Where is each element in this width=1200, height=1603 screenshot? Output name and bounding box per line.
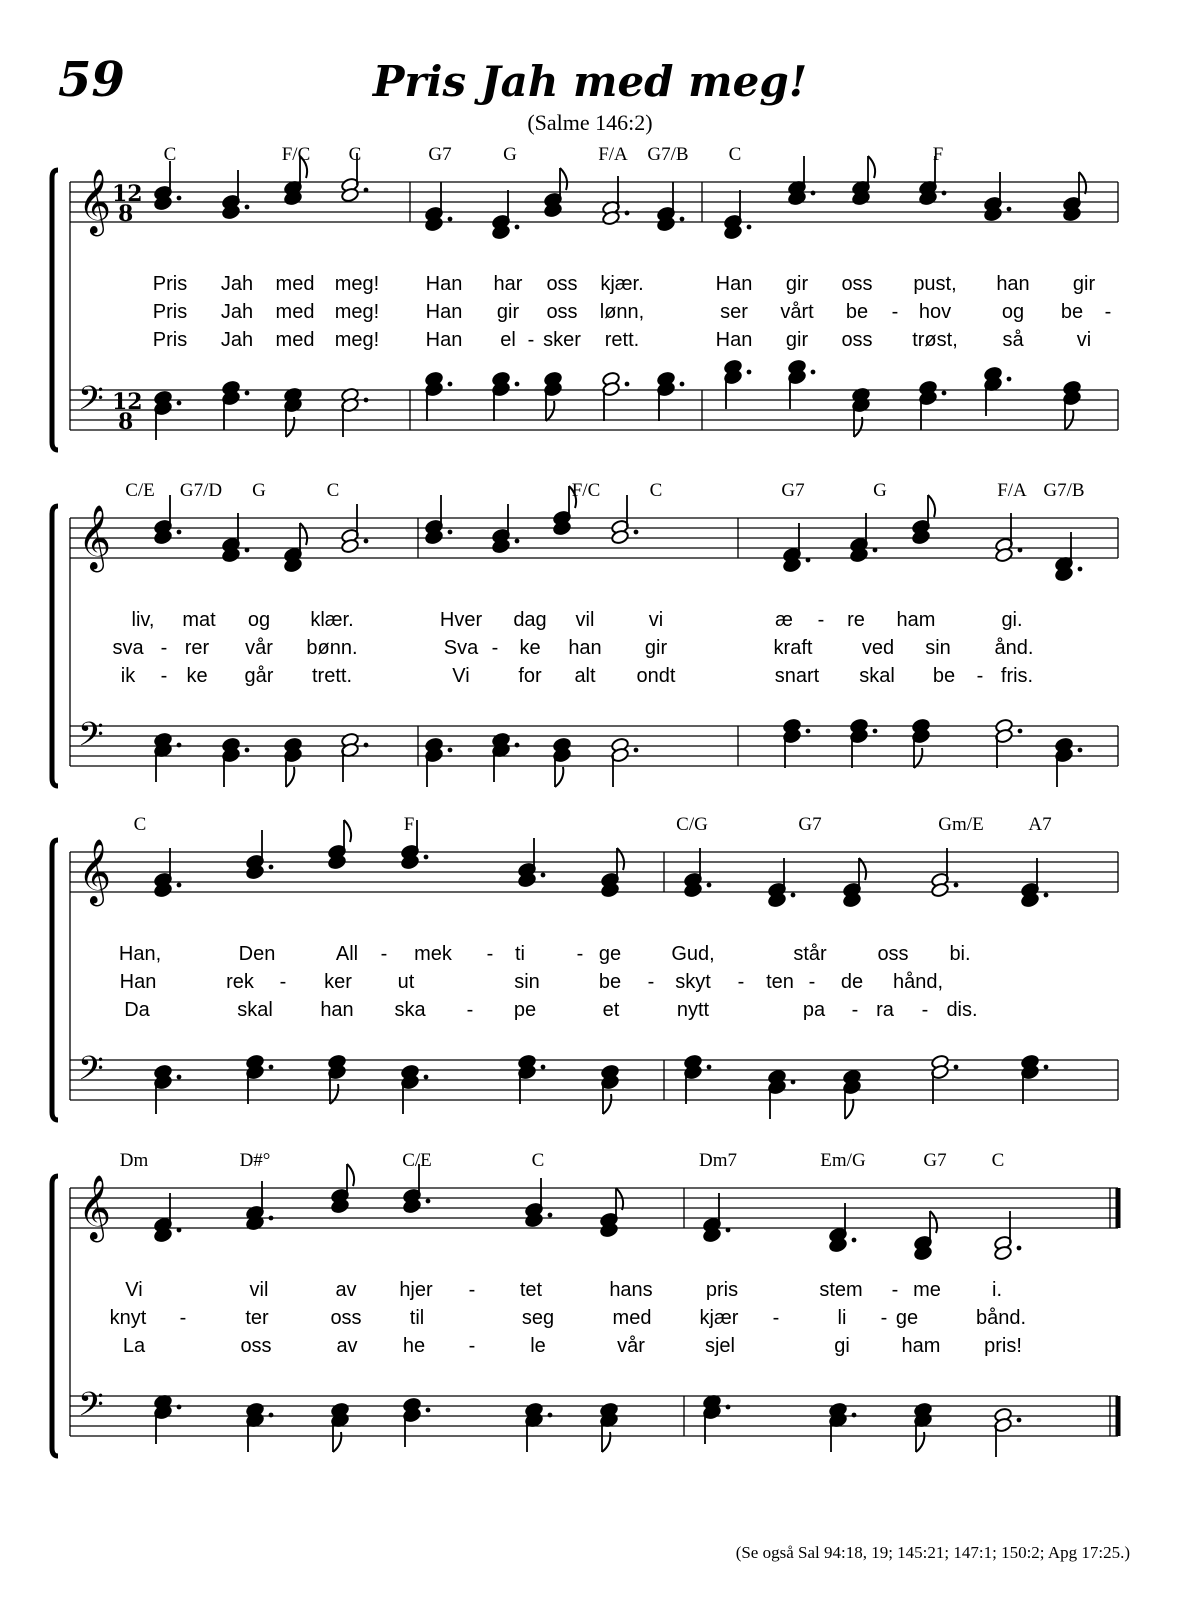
chord-symbol: F/A xyxy=(997,480,1027,501)
lyric-syllable: med xyxy=(275,273,315,295)
system-2 xyxy=(52,480,1118,787)
lyric-syllable: oss xyxy=(330,1307,362,1329)
lyric-syllable: Han xyxy=(425,329,463,351)
lyric-syllable: Han xyxy=(715,329,753,351)
note xyxy=(1055,532,1083,582)
lyric-syllable: han xyxy=(320,999,354,1021)
lyric-syllable: me xyxy=(913,1279,941,1301)
note xyxy=(425,182,453,232)
bass-timesig-bottom: 8 xyxy=(118,409,134,435)
lyric-syllable: ke xyxy=(519,637,541,659)
lyric-syllable: har xyxy=(493,273,523,295)
lyric-syllable: gir xyxy=(1072,273,1096,295)
lyric-syllable: Sva xyxy=(443,637,479,659)
lyric-syllable: og xyxy=(247,609,271,631)
treble-timesig-bottom: 8 xyxy=(118,201,134,227)
lyric-syllable: skal xyxy=(237,999,273,1021)
lyric-syllable: vår xyxy=(245,637,273,659)
note xyxy=(544,371,563,421)
chord-symbol: G7 xyxy=(923,1150,947,1171)
lyric-syllable: trøst, xyxy=(912,329,958,351)
chord-symbol: Em/G xyxy=(820,1150,866,1171)
lyric-syllable: re xyxy=(847,609,865,631)
lyric-syllable: snart xyxy=(774,665,820,687)
note xyxy=(684,848,712,898)
note xyxy=(602,176,630,226)
lyric-syllable: går xyxy=(244,665,274,687)
lyric-syllable: ser xyxy=(720,301,748,323)
treble-staff xyxy=(70,505,1118,572)
lyric-syllable: meg! xyxy=(334,273,380,295)
lyric-syllable: Han, xyxy=(118,943,162,965)
system-1 xyxy=(52,144,1118,450)
scripture-reference: (Salme 146:2) xyxy=(527,110,653,135)
music-systems xyxy=(52,144,1118,1457)
lyric-syllable: vil xyxy=(249,1279,269,1301)
lyric-syllable: Jah xyxy=(220,301,254,323)
treble-staff xyxy=(70,1175,1118,1242)
treble-clef: 𝄞 xyxy=(78,169,112,234)
note xyxy=(914,1402,933,1452)
note xyxy=(931,848,959,898)
lyric-syllable: - xyxy=(468,1279,476,1301)
lyric-syllable: trett. xyxy=(311,665,353,687)
lyric-syllable: ham xyxy=(901,1335,941,1357)
lyric-syllable: fris. xyxy=(1000,665,1034,687)
chord-symbol: G7/B xyxy=(647,144,689,165)
chord-symbol: Gm/E xyxy=(938,814,984,835)
lyric-syllable: Vi xyxy=(125,1279,143,1301)
lyric-syllable: rett. xyxy=(604,329,640,351)
lyric-syllable: til xyxy=(409,1307,425,1329)
note xyxy=(657,182,685,232)
note xyxy=(724,359,752,409)
lyric-syllable: bånd. xyxy=(975,1307,1027,1329)
lyric-syllable: - xyxy=(160,665,168,687)
note xyxy=(912,718,931,768)
note xyxy=(1021,858,1049,908)
lyric-syllable: vi xyxy=(648,609,664,631)
lyric-syllable: le xyxy=(530,1335,546,1357)
lyric-syllable: dis. xyxy=(946,999,978,1021)
lyric-syllable: kjær. xyxy=(600,273,644,295)
lyric-syllable: ter xyxy=(245,1307,269,1329)
note xyxy=(425,737,453,787)
note xyxy=(768,1069,796,1119)
lyric-syllable: li xyxy=(837,1307,847,1329)
lyric-syllable: vil xyxy=(575,609,595,631)
lyric-syllable: - xyxy=(466,999,474,1021)
lyric-syllable: sin xyxy=(925,637,951,659)
lyric-syllable: meg! xyxy=(334,329,380,351)
lyric-syllable: he xyxy=(402,1335,426,1357)
lyric-syllable: - xyxy=(1104,301,1112,323)
note xyxy=(788,359,816,409)
lyric-syllable: liv, xyxy=(131,609,155,631)
lyric-syllable: sker xyxy=(543,329,581,351)
lyric-syllable: ik xyxy=(120,665,136,687)
lyric-syllable: - xyxy=(576,943,584,965)
note xyxy=(154,1064,182,1114)
lyric-syllable: - xyxy=(491,637,499,659)
lyric-syllable: Gud, xyxy=(671,943,715,965)
note xyxy=(518,838,546,888)
lyric-syllable: dag xyxy=(513,609,547,631)
lyric-syllable: vi xyxy=(1076,329,1092,351)
lyric-syllable: La xyxy=(122,1335,146,1357)
lyric-syllable: - xyxy=(527,329,535,351)
chord-symbol: F xyxy=(403,814,415,835)
chord-symbol: G7 xyxy=(428,144,452,165)
lyric-syllable: kraft xyxy=(773,637,813,659)
lyric-syllable: gir xyxy=(785,273,809,295)
lyric-syllable: oss xyxy=(877,943,909,965)
note xyxy=(1055,737,1083,787)
lyric-syllable: pris xyxy=(705,1279,739,1301)
note xyxy=(331,1402,350,1452)
chord-symbol: G xyxy=(503,144,517,165)
chord-symbol: C/G xyxy=(676,814,708,835)
note xyxy=(154,161,182,211)
lyric-syllable: av xyxy=(335,1279,357,1301)
note xyxy=(600,1188,624,1238)
lyric-syllable: oss xyxy=(240,1335,272,1357)
lyric-syllable: står xyxy=(793,943,827,965)
bass-clef: 𝄢 xyxy=(78,1050,104,1096)
lyric-syllable: gi. xyxy=(1001,609,1023,631)
lyric-syllable: - xyxy=(647,971,655,993)
chord-symbol: C xyxy=(649,480,663,501)
lyric-syllable: - xyxy=(976,665,984,687)
hymn-number: 59 xyxy=(58,52,125,108)
note xyxy=(984,366,1012,416)
lyric-syllable: med xyxy=(612,1307,652,1329)
chord-symbol: A7 xyxy=(1028,814,1052,835)
lyric-syllable: be xyxy=(598,971,622,993)
note xyxy=(602,371,630,421)
lyric-syllable: - xyxy=(891,1279,899,1301)
note xyxy=(154,732,182,782)
note xyxy=(931,1054,959,1104)
note xyxy=(1063,172,1087,222)
lyric-syllable: - xyxy=(160,637,168,659)
lyric-syllable: Han xyxy=(715,273,753,295)
lyric-syllable: skyt xyxy=(675,971,711,993)
note xyxy=(829,1402,857,1452)
lyric-syllable: rer xyxy=(184,637,210,659)
note xyxy=(788,156,816,206)
lyric-syllable: All xyxy=(335,943,359,965)
lyric-syllable: Hver xyxy=(439,609,483,631)
note xyxy=(768,858,796,908)
chord-symbol: C xyxy=(163,144,177,165)
lyric-syllable: hånd, xyxy=(892,971,944,993)
lyric-syllable: Vi xyxy=(452,665,470,687)
bass-timesig-top: 12 xyxy=(112,389,143,415)
lyric-syllable: Jah xyxy=(220,329,254,351)
lyric-syllable: Han xyxy=(119,971,157,993)
lyric-syllable: med xyxy=(275,329,315,351)
lyric-syllable: et xyxy=(602,999,620,1021)
lyric-syllable: Han xyxy=(425,273,463,295)
note xyxy=(222,737,250,787)
lyric-syllable: meg! xyxy=(334,301,380,323)
note xyxy=(401,1064,429,1114)
lyric-syllable: ra xyxy=(876,999,894,1021)
lyric-syllable: Den xyxy=(238,943,276,965)
treble-staff xyxy=(70,839,1118,906)
note xyxy=(403,1397,431,1447)
lyric-syllable: - xyxy=(817,609,825,631)
lyric-syllable: Jah xyxy=(220,273,254,295)
lyric-syllable: el xyxy=(500,329,516,351)
note xyxy=(684,1054,712,1104)
lyric-syllable: ham xyxy=(896,609,936,631)
chord-symbol: C xyxy=(348,144,362,165)
lyric-syllable: så xyxy=(1002,329,1024,351)
lyric-syllable: mek xyxy=(414,943,452,965)
lyric-syllable: Pris xyxy=(152,273,188,295)
note xyxy=(553,737,572,787)
chord-symbol: Dm xyxy=(119,1150,149,1171)
lyric-syllable: oss xyxy=(841,329,873,351)
lyric-syllable: ska xyxy=(394,999,426,1021)
lyric-syllable: - xyxy=(891,301,899,323)
lyric-syllable: tet xyxy=(519,1279,543,1301)
lyric-syllable: - xyxy=(772,1307,780,1329)
chord-symbol: F/C xyxy=(571,480,601,501)
bass-clef: 𝄢 xyxy=(78,380,104,426)
treble-clef: 𝄞 xyxy=(78,1175,112,1240)
lyric-syllable: ge xyxy=(598,943,622,965)
note xyxy=(492,504,520,554)
lyric-syllable: ut xyxy=(397,971,415,993)
treble-clef: 𝄞 xyxy=(78,505,112,570)
chord-symbol: G7/D xyxy=(179,480,223,501)
lyric-syllable: bi. xyxy=(949,943,971,965)
chord-symbol: C xyxy=(531,1150,545,1171)
note xyxy=(341,504,369,554)
lyric-syllable: de xyxy=(840,971,864,993)
lyric-syllable: - xyxy=(486,943,494,965)
lyric-syllable: for xyxy=(518,665,542,687)
note xyxy=(1021,1054,1049,1104)
lyric-syllable: hov xyxy=(918,301,952,323)
lyric-syllable: oss xyxy=(546,273,578,295)
note xyxy=(984,172,1012,222)
note xyxy=(341,732,369,782)
lyric-syllable: sva xyxy=(112,637,144,659)
lyric-syllable: rek xyxy=(226,971,254,993)
note xyxy=(403,1164,431,1214)
note xyxy=(328,1054,347,1104)
lyric-syllable: be xyxy=(1060,301,1084,323)
lyric-syllable: ke xyxy=(186,665,208,687)
note xyxy=(222,380,250,430)
lyric-syllable: - xyxy=(737,971,745,993)
lyric-syllable: med xyxy=(275,301,315,323)
chord-symbol: C xyxy=(326,480,340,501)
lyric-syllable: - xyxy=(851,999,859,1021)
lyric-syllable: - xyxy=(179,1307,187,1329)
note xyxy=(154,390,182,440)
footnote-references: (Se også Sal 94:18, 19; 145:21; 147:1; 150:2; Apg 17:25.) xyxy=(735,1543,1130,1562)
lyric-syllable: ge xyxy=(895,1307,919,1329)
lyric-syllable: Han xyxy=(425,301,463,323)
treble-timesig-top: 12 xyxy=(112,181,143,207)
lyric-syllable: ti xyxy=(515,943,525,965)
note xyxy=(425,371,453,421)
lyric-syllable: - xyxy=(921,999,929,1021)
note xyxy=(544,168,568,218)
lyric-syllable: knyt xyxy=(109,1307,147,1329)
lyric-syllable: pust, xyxy=(913,273,957,295)
bass-staff xyxy=(70,1050,1118,1100)
lyric-syllable: gir xyxy=(496,301,520,323)
lyric-syllable: æ xyxy=(775,609,793,631)
chord-symbol: C xyxy=(728,144,742,165)
lyric-syllable: - xyxy=(880,1307,888,1329)
chord-symbol: G7/B xyxy=(1043,480,1085,501)
note xyxy=(284,737,303,787)
note xyxy=(492,190,520,240)
lyric-syllable: Pris xyxy=(152,329,188,351)
lyric-syllable: pe xyxy=(513,999,537,1021)
chord-symbol: G7 xyxy=(798,814,822,835)
lyric-syllable: pris! xyxy=(984,1335,1022,1357)
chord-symbol: G xyxy=(873,480,887,501)
treble-clef: 𝄞 xyxy=(78,839,112,904)
lyric-syllable: av xyxy=(336,1335,358,1357)
note xyxy=(492,371,520,421)
bass-staff xyxy=(70,1386,1118,1436)
lyric-syllable: pa xyxy=(802,999,826,1021)
bass-clef: 𝄢 xyxy=(78,716,104,762)
lyric-syllable: oss xyxy=(546,301,578,323)
lyric-syllable: bønn. xyxy=(306,637,358,659)
note xyxy=(525,1402,553,1452)
lyric-syllable: han xyxy=(568,637,602,659)
lyric-syllable: vår xyxy=(617,1335,645,1357)
lyric-syllable: oss xyxy=(841,273,873,295)
lyric-syllable: ondt xyxy=(636,665,676,687)
lyric-syllable: stem xyxy=(819,1279,863,1301)
lyric-syllable: mat xyxy=(182,609,216,631)
lyric-syllable: skal xyxy=(859,665,895,687)
note xyxy=(600,1402,619,1452)
lyric-syllable: ved xyxy=(861,637,895,659)
note xyxy=(657,371,685,421)
lyric-syllable: klær. xyxy=(310,609,354,631)
lyric-syllable: Da xyxy=(124,999,150,1021)
lyric-syllable: gir xyxy=(785,329,809,351)
note xyxy=(601,1064,620,1114)
lyric-syllable: ker xyxy=(324,971,352,993)
chord-symbol: G7 xyxy=(781,480,805,501)
note xyxy=(246,1402,274,1452)
chord-symbol: F xyxy=(932,144,944,165)
chord-symbol: F/A xyxy=(598,144,628,165)
chord-symbol: C xyxy=(991,1150,1005,1171)
note xyxy=(601,848,625,898)
lyric-syllable: sin xyxy=(514,971,540,993)
lyric-syllable: be xyxy=(845,301,869,323)
note xyxy=(843,1069,862,1119)
lyric-syllable: og xyxy=(1001,301,1025,323)
lyric-syllable: gi xyxy=(834,1335,850,1357)
lyric-syllable: lønn, xyxy=(599,301,645,323)
note xyxy=(724,190,752,240)
lyric-syllable: gir xyxy=(644,637,668,659)
lyric-syllable: seg xyxy=(521,1307,555,1329)
lyric-syllable: nytt xyxy=(676,999,710,1021)
bass-clef: 𝄢 xyxy=(78,1386,104,1432)
note xyxy=(331,1164,355,1214)
system-3 xyxy=(52,814,1118,1120)
lyric-syllable: alt xyxy=(574,665,596,687)
note xyxy=(525,1178,553,1228)
lyric-syllable: - xyxy=(468,1335,476,1357)
chord-symbol: D#° xyxy=(239,1150,271,1171)
lyric-syllable: i. xyxy=(992,1279,1002,1301)
lyric-syllable: hjer xyxy=(399,1279,433,1301)
note xyxy=(919,380,947,430)
lyric-syllable: kjær xyxy=(699,1307,739,1329)
lyric-syllable: - xyxy=(279,971,287,993)
lyric-syllable: hans xyxy=(609,1279,653,1301)
note xyxy=(994,1407,1022,1457)
lyric-syllable: ten xyxy=(766,971,794,993)
chord-symbol: G xyxy=(252,480,266,501)
hymn-title: Pris Jah med meg! xyxy=(372,57,808,106)
chord-symbol: C/E xyxy=(402,1150,432,1171)
system-4 xyxy=(52,1150,1118,1457)
chord-symbol: C/E xyxy=(125,480,155,501)
lyric-syllable: ånd. xyxy=(994,637,1034,659)
note xyxy=(611,737,639,787)
note xyxy=(246,1054,274,1104)
note xyxy=(154,848,182,898)
lyric-syllable: sjel xyxy=(704,1335,736,1357)
note xyxy=(518,1054,546,1104)
chord-symbol: Dm7 xyxy=(699,1150,737,1171)
note xyxy=(843,858,867,908)
note xyxy=(492,732,520,782)
lyric-syllable: be xyxy=(932,665,956,687)
chord-symbol: F/C xyxy=(281,144,311,165)
lyric-syllable: - xyxy=(380,943,388,965)
note xyxy=(852,156,876,206)
lyric-syllable: han xyxy=(996,273,1030,295)
lyric-syllable: Pris xyxy=(152,301,188,323)
note xyxy=(1063,380,1082,430)
chord-symbol: C xyxy=(133,814,147,835)
lyric-syllable: vårt xyxy=(780,301,814,323)
lyric-syllable: - xyxy=(808,971,816,993)
